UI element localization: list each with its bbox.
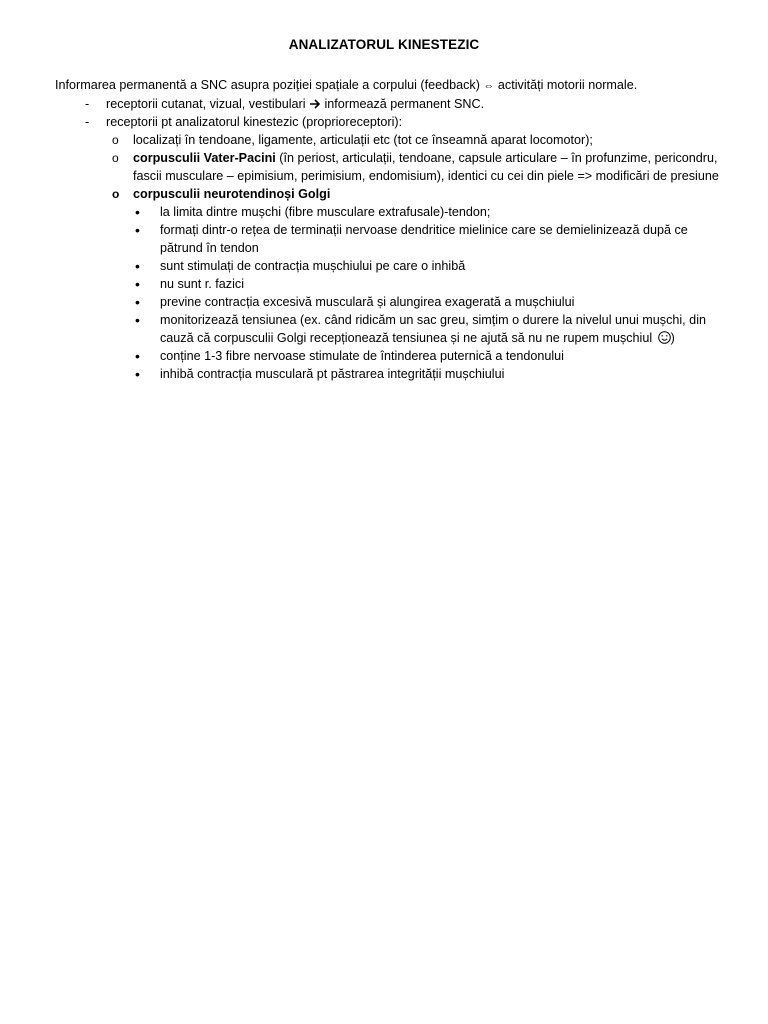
golgi-item: [55, 257, 720, 275]
golgi-item: [55, 203, 720, 221]
golgi-item: [55, 347, 720, 365]
circle-marker: o: [112, 187, 120, 201]
intro-text-before: Informarea permanentă a SNC asupra poziției spațiale a corpului (feedback): [55, 78, 484, 92]
dash-marker: -: [85, 97, 90, 111]
list-item-text: receptorii pt analizatorul kinestezic (proprioreceptori):: [106, 115, 403, 129]
golgi-item: [55, 365, 720, 383]
sublist-item-text: (în periost, articulații, tendoane, capsule articulare – în profunzime, pericondru, fascii musculare – epimisium, perimisium, endomisium), identici cu cei din piele => modificări de presiune: [133, 151, 719, 183]
bullet-marker: •: [135, 348, 140, 364]
golgi-item: [55, 221, 720, 257]
list-item-text: receptorii cutanat, vizual, vestibulari: [106, 97, 309, 111]
sublist-item-text: localizați în tendoane, ligamente, articulații etc (tot ce înseamnă aparat locomotor);: [133, 133, 593, 147]
golgi-item: [55, 293, 720, 311]
bullet-marker: •: [135, 204, 140, 220]
bullet-marker: •: [135, 276, 140, 292]
golgi-item-text: formați dintr-o rețea de terminații nervoase dendritice mielinice care se demielinizează după ce pătrund în tendon: [160, 223, 688, 255]
sublist-item-vater-pacini: [55, 149, 720, 185]
right-arrow-icon: [309, 97, 321, 111]
golgi-item: [55, 311, 720, 347]
golgi-item-text: inhibă contracția musculară pt păstrarea integrității mușchiului: [160, 367, 505, 381]
bullet-marker: •: [135, 366, 140, 382]
sublist-item-golgi: [55, 185, 720, 203]
golgi-item-text: sunt stimulați de contracția mușchiului pe care o inhibă: [160, 259, 466, 273]
smiley-face-icon: [658, 331, 671, 344]
bullet-marker: •: [135, 222, 140, 238]
golgi-item-text: monitorizează tensiunea (ex. când ridicăm un sac greu, simțim o durere la nivelul unui mușchi, din cauză că corpusculii Golgi recepționează tensiunea și ne ajută să nu ne rupem mușchiul: [160, 313, 706, 345]
document-body: [55, 76, 720, 383]
sublist-item-location: [55, 131, 720, 149]
golgi-item-text: la limita dintre mușchi (fibre musculare extrafusale)-tendon;: [160, 205, 491, 219]
circle-marker: o: [112, 151, 119, 165]
sublist-item-bold-term: corpusculii neurotendinoși Golgi: [133, 187, 331, 201]
golgi-item-text: previne contracția excesivă musculară și alungirea exagerată a mușchiului: [160, 295, 575, 309]
bullet-marker: •: [135, 258, 140, 274]
intro-text-after: activități motorii normale.: [494, 78, 638, 92]
list-item-text-after: informează permanent SNC.: [321, 97, 485, 111]
list-item-proprioreceptors: [55, 113, 720, 131]
golgi-item: [55, 275, 720, 293]
intro-paragraph: [55, 76, 720, 95]
circle-marker: o: [112, 133, 119, 147]
sublist-item-bold-term: corpusculii Vater-Pacini: [133, 151, 276, 165]
double-arrow-icon: ⇔: [483, 80, 495, 92]
bullet-marker: •: [135, 312, 140, 328]
list-item-receptors-general: [55, 95, 720, 113]
golgi-item-text: conține 1-3 fibre nervoase stimulate de întinderea puternică a tendonului: [160, 349, 564, 363]
bullet-marker: •: [135, 294, 140, 310]
golgi-item-suffix: ): [670, 331, 675, 345]
dash-marker: -: [85, 115, 90, 129]
page-title: ANALIZATORUL KINESTEZIC: [288, 37, 480, 52]
golgi-item-text: nu sunt r. fazici: [160, 277, 244, 291]
